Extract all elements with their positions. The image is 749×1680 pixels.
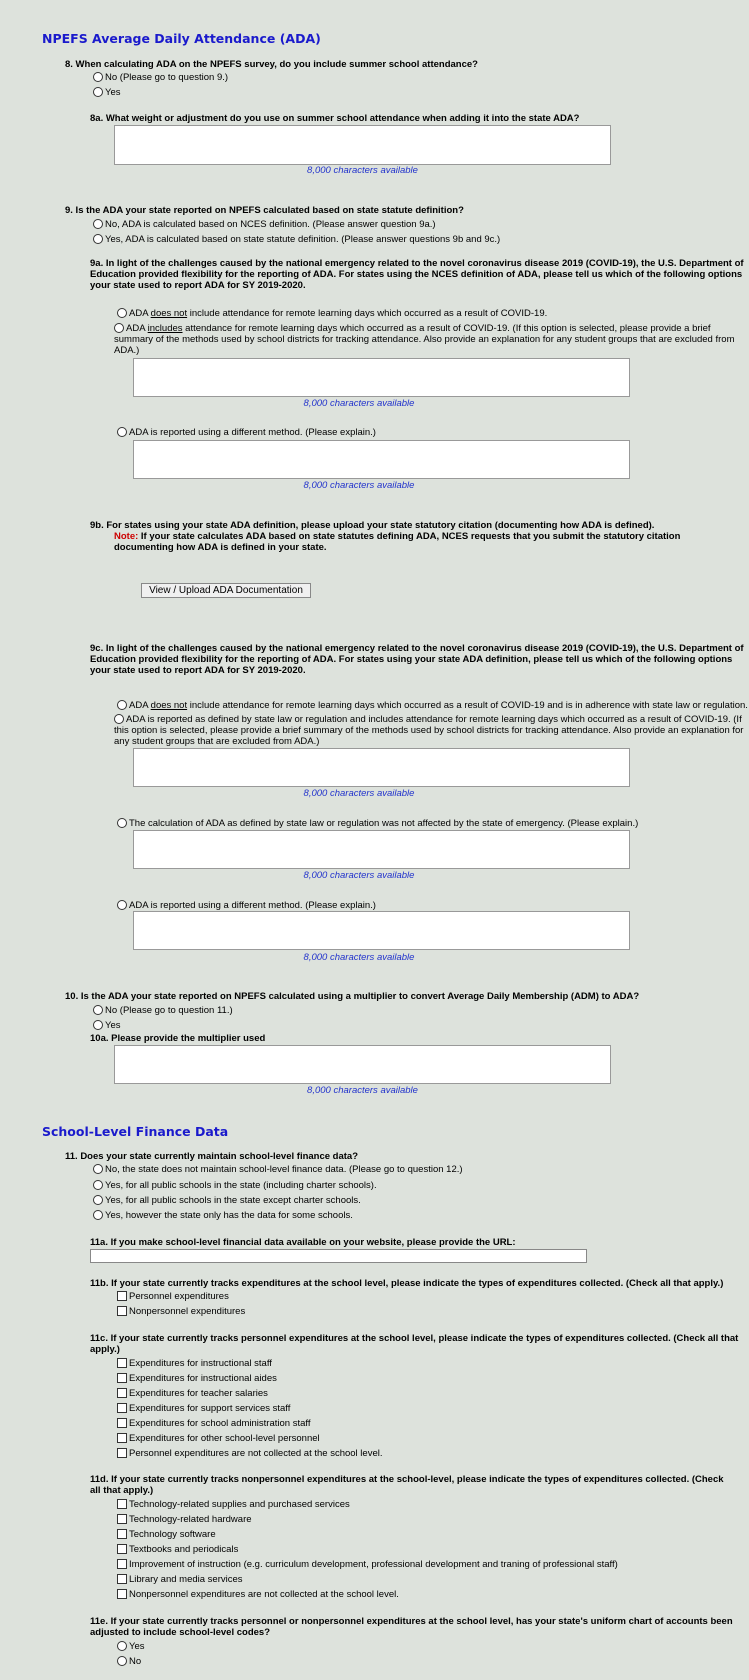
q9a-char-count-2: 8,000 characters available: [303, 480, 415, 491]
q9a-char-count-1: 8,000 characters available: [303, 398, 415, 409]
checkbox[interactable]: [117, 1388, 127, 1398]
q9a-different-textarea[interactable]: [133, 440, 630, 479]
radio-button[interactable]: [93, 87, 103, 97]
question-10a: 10a. Please provide the multiplier used: [90, 1033, 266, 1044]
question-8a: 8a. What weight or adjustment do you use on summer school attendance when adding it into the state ADA?: [90, 113, 580, 124]
question-11: 11. Does your state currently maintain school-level finance data?: [65, 1151, 359, 1162]
q11d-option[interactable]: Improvement of instruction (e.g. curriculum development, professional development and traning of professional staff): [117, 1559, 618, 1570]
q11-option[interactable]: No, the state does not maintain school-level finance data. (Please go to question 12.): [93, 1164, 463, 1175]
q11d-option[interactable]: Textbooks and periodicals: [117, 1544, 238, 1555]
q11b-option[interactable]: Nonpersonnel expenditures: [117, 1306, 245, 1317]
radio-button[interactable]: [117, 900, 127, 910]
note-label: Note:: [114, 531, 139, 542]
q9c-not-affected-textarea[interactable]: [133, 830, 630, 869]
radio-button[interactable]: [117, 1641, 127, 1651]
radio-button[interactable]: [117, 818, 127, 828]
radio-button[interactable]: [114, 323, 124, 333]
q9-option-no[interactable]: No, ADA is calculated based on NCES definition. (Please answer question 9a.): [93, 219, 436, 230]
question-11b: 11b. If your state currently tracks expenditures at the school level, please indicate the types of expenditures collected. (Check all that apply.): [90, 1278, 724, 1289]
checkbox[interactable]: [117, 1574, 127, 1584]
q8-option-yes[interactable]: Yes: [93, 87, 121, 98]
q11d-option[interactable]: Technology-related supplies and purchased services: [117, 1499, 350, 1510]
q9c-option-different[interactable]: ADA is reported using a different method. (Please explain.): [117, 900, 376, 911]
question-11c: 11c. If your state currently tracks personnel expenditures at the school level, please indicate the types of expenditures collected. (Check all that apply.): [90, 1333, 739, 1355]
checkbox[interactable]: [117, 1433, 127, 1443]
radio-button[interactable]: [117, 308, 127, 318]
q9a-option-includes[interactable]: ADA includes attendance for remote learning days which occurred as a result of COVID-19. (If this option is selected, please provide a brief summary of the methods used by school districts for tracking attendance. Also provide an explanation for any student groups that are excluded from ADA.): [114, 323, 735, 356]
checkbox[interactable]: [117, 1559, 127, 1569]
checkbox[interactable]: [117, 1448, 127, 1458]
q9c-state-law-textarea[interactable]: [133, 748, 630, 787]
checkbox[interactable]: [117, 1544, 127, 1554]
q9c-char-count-1: 8,000 characters available: [303, 788, 415, 799]
checkbox[interactable]: [117, 1403, 127, 1413]
question-9c: 9c. In light of the challenges caused by the national emergency related to the novel coronavirus disease 2019 (COVID-19), the U.S. Department of Education provided flexibility for the reporting of ADA. For states using your state ADA definition, please tell us which of the following options your state used to report ADA for SY 2019-2020.: [90, 643, 744, 676]
radio-button[interactable]: [93, 1005, 103, 1015]
question-9b: 9b. For states using your state ADA definition, please upload your state statutory citation (documenting how ADA is defined).: [90, 520, 655, 531]
question-9a: 9a. In light of the challenges caused by the national emergency related to the novel coronavirus disease 2019 (COVID-19), the U.S. Department of Education provided flexibility for the reporting of ADA. For states using the NCES definition of ADA, please tell us which of the following options your state used to report ADA for SY 2019-2020.: [90, 258, 744, 291]
question-8: 8. When calculating ADA on the NPEFS survey, do you include summer school attendance?: [65, 59, 478, 70]
question-11a: 11a. If you make school-level financial data available on your website, please provide the URL:: [90, 1237, 516, 1248]
q9a-option-different[interactable]: ADA is reported using a different method. (Please explain.): [117, 427, 376, 438]
radio-button[interactable]: [93, 234, 103, 244]
q11a-url-input[interactable]: [90, 1249, 587, 1263]
section-title-ada: NPEFS Average Daily Attendance (ADA): [42, 31, 321, 46]
question-10: 10. Is the ADA your state reported on NPEFS calculated using a multiplier to convert Average Daily Membership (ADM) to ADA?: [65, 991, 640, 1002]
radio-button[interactable]: [93, 1164, 103, 1174]
q9-option-yes[interactable]: Yes, ADA is calculated based on state statute definition. (Please answer questions 9b and 9c.): [93, 234, 500, 245]
q9c-different-textarea[interactable]: [133, 911, 630, 950]
q10a-textarea[interactable]: [114, 1045, 611, 1084]
question-11e: 11e. If your state currently tracks personnel or nonpersonnel expenditures at the school level, has your state's uniform chart of accounts been adjusted to include school-level codes?: [90, 1616, 733, 1638]
checkbox[interactable]: [117, 1514, 127, 1524]
q11d-option[interactable]: Nonpersonnel expenditures are not collected at the school level.: [117, 1589, 399, 1600]
radio-button[interactable]: [93, 1020, 103, 1030]
q11b-option[interactable]: Personnel expenditures: [117, 1291, 229, 1302]
q11c-option[interactable]: Personnel expenditures are not collected at the school level.: [117, 1448, 383, 1459]
q11-option[interactable]: Yes, however the state only has the data for some schools.: [93, 1210, 353, 1221]
q11c-option[interactable]: Expenditures for instructional staff: [117, 1358, 272, 1369]
q11c-option[interactable]: Expenditures for other school-level personnel: [117, 1433, 320, 1444]
checkbox[interactable]: [117, 1499, 127, 1509]
q8a-char-count: 8,000 characters available: [307, 165, 418, 176]
question-9: 9. Is the ADA your state reported on NPEFS calculated based on state statute definition?: [65, 205, 464, 216]
q11c-option[interactable]: Expenditures for school administration staff: [117, 1418, 310, 1429]
q9a-includes-textarea[interactable]: [133, 358, 630, 397]
view-upload-ada-button[interactable]: View / Upload ADA Documentation: [141, 583, 311, 598]
q11e-option-yes[interactable]: Yes: [117, 1641, 145, 1652]
question-11d: 11d. If your state currently tracks nonpersonnel expenditures at the school-level, please indicate the types of expenditures collected. (Check all that apply.): [90, 1474, 724, 1496]
q11c-option[interactable]: Expenditures for teacher salaries: [117, 1388, 268, 1399]
q8-option-no[interactable]: No (Please go to question 9.): [93, 72, 228, 83]
radio-button[interactable]: [117, 1656, 127, 1666]
checkbox[interactable]: [117, 1358, 127, 1368]
q11e-option-no[interactable]: No: [117, 1656, 141, 1667]
q9c-char-count-3: 8,000 characters available: [303, 952, 415, 963]
q10a-char-count: 8,000 characters available: [307, 1085, 418, 1096]
q8a-textarea[interactable]: [114, 125, 611, 165]
checkbox[interactable]: [117, 1529, 127, 1539]
q11d-option[interactable]: Library and media services: [117, 1574, 243, 1585]
q11c-option[interactable]: Expenditures for support services staff: [117, 1403, 290, 1414]
q9c-option-not-affected[interactable]: The calculation of ADA as defined by state law or regulation was not affected by the state of emergency. (Please explain.): [117, 818, 638, 829]
q9c-option-state-law[interactable]: ADA is reported as defined by state law or regulation and includes attendance for remote learning days which occurred as a result of COVID-19. (If this option is selected, please provide a brief summary of the methods used by school districts for tracking attendance. Also provide an explanation for any student groups that are excluded from ADA.): [114, 714, 744, 747]
radio-button[interactable]: [93, 72, 103, 82]
checkbox[interactable]: [117, 1589, 127, 1599]
q9a-option-does-not[interactable]: ADA does not include attendance for remote learning days which occurred as a result of COVID-19.: [117, 308, 547, 319]
q11-option[interactable]: Yes, for all public schools in the state (including charter schools).: [93, 1180, 377, 1191]
q9b-note: Note: If your state calculates ADA based on state statutes defining ADA, NCES requests that you submit the statutory citation documenting how ADA is defined in your state.: [114, 531, 681, 553]
q10-option-yes[interactable]: Yes: [93, 1020, 121, 1031]
q11-option[interactable]: Yes, for all public schools in the state except charter schools.: [93, 1195, 361, 1206]
section-title-school-finance: School-Level Finance Data: [42, 1124, 229, 1139]
radio-button[interactable]: [117, 427, 127, 437]
radio-button[interactable]: [114, 714, 124, 724]
q9c-char-count-2: 8,000 characters available: [303, 870, 415, 881]
q10-option-no[interactable]: No (Please go to question 11.): [93, 1005, 233, 1016]
checkbox[interactable]: [117, 1291, 127, 1301]
q9c-option-does-not[interactable]: ADA does not include attendance for remote learning days which occurred as a result of COVID-19 and is in adherence with state law or regulation.: [117, 700, 748, 711]
checkbox[interactable]: [117, 1373, 127, 1383]
checkbox[interactable]: [117, 1418, 127, 1428]
q11c-option[interactable]: Expenditures for instructional aides: [117, 1373, 277, 1384]
q11d-option[interactable]: Technology software: [117, 1529, 216, 1540]
radio-button[interactable]: [93, 1180, 103, 1190]
radio-button[interactable]: [117, 700, 127, 710]
q11d-option[interactable]: Technology-related hardware: [117, 1514, 252, 1525]
radio-button[interactable]: [93, 219, 103, 229]
radio-button[interactable]: [93, 1210, 103, 1220]
checkbox[interactable]: [117, 1306, 127, 1316]
radio-button[interactable]: [93, 1195, 103, 1205]
